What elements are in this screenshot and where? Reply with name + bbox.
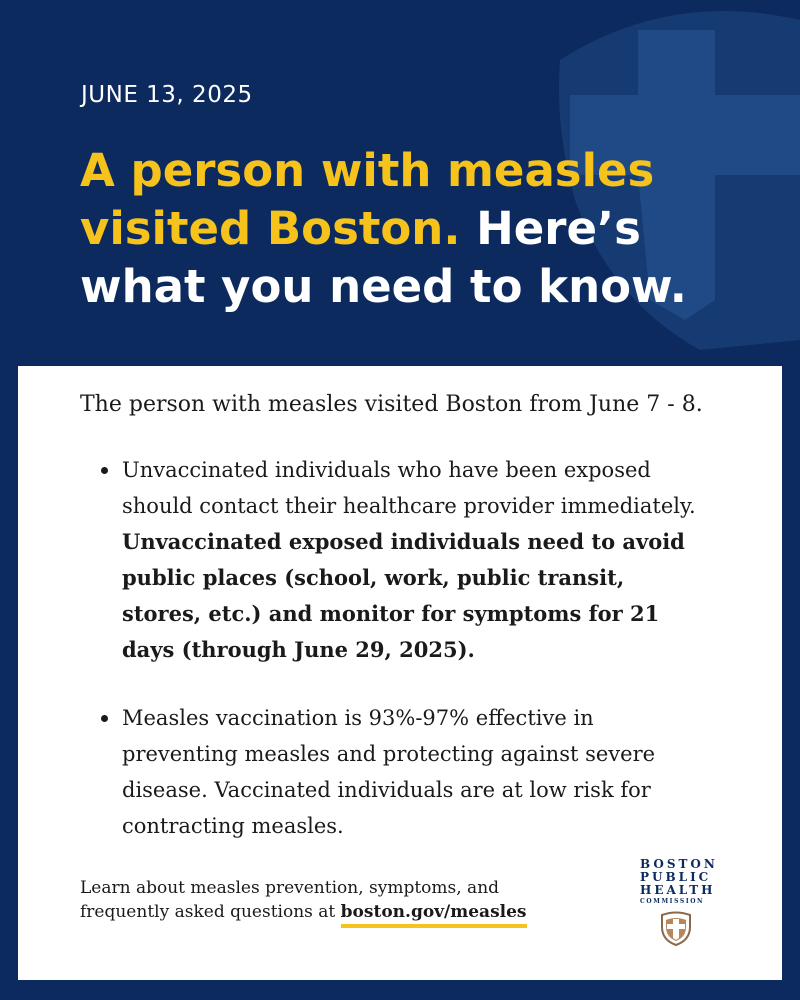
bullet-dot-icon xyxy=(101,467,108,474)
learn-more xyxy=(80,876,580,924)
list-item xyxy=(80,700,700,844)
headline-highlight: A person with measles visited Boston. xyxy=(80,144,655,255)
learn-more-text: Learn about measles prevention, symptoms, and frequently asked questions at xyxy=(80,878,500,922)
date: JUNE 13, 2025 xyxy=(81,82,253,108)
info-card xyxy=(18,366,782,980)
logo-line-commission: COMMISSION xyxy=(640,898,705,905)
bullet1-text: Unvaccinated individuals who have been exposed should contact their healthcare provider immediately. xyxy=(122,458,696,518)
logo-line-public: PUBLIC xyxy=(640,870,712,884)
page-title xyxy=(80,142,740,316)
list-item xyxy=(80,452,700,668)
measles-link[interactable]: boston.gov/measles xyxy=(341,902,527,928)
bphc-logo xyxy=(628,858,724,947)
intro-text: The person with measles visited Boston from June 7 - 8. xyxy=(80,392,703,417)
logo-line-boston: BOSTON xyxy=(640,857,718,871)
bullet1-bold-text: Unvaccinated exposed individuals need to avoid public places (school, work, public transit, stores, etc.) and monitor for symptoms for 21 days (through June 29, 2025). xyxy=(122,529,685,662)
bullet-dot-icon xyxy=(101,715,108,722)
logo-line-health: HEALTH xyxy=(640,883,716,897)
bullet-list xyxy=(80,452,700,844)
shield-cross-icon xyxy=(659,911,693,947)
bullet2-text: Measles vaccination is 93%-97% effective in preventing measles and protecting against severe disease. Vaccinated individuals are at low risk for contracting measles. xyxy=(122,706,656,838)
headline-rest: Here’s what you need to know. xyxy=(80,202,687,313)
